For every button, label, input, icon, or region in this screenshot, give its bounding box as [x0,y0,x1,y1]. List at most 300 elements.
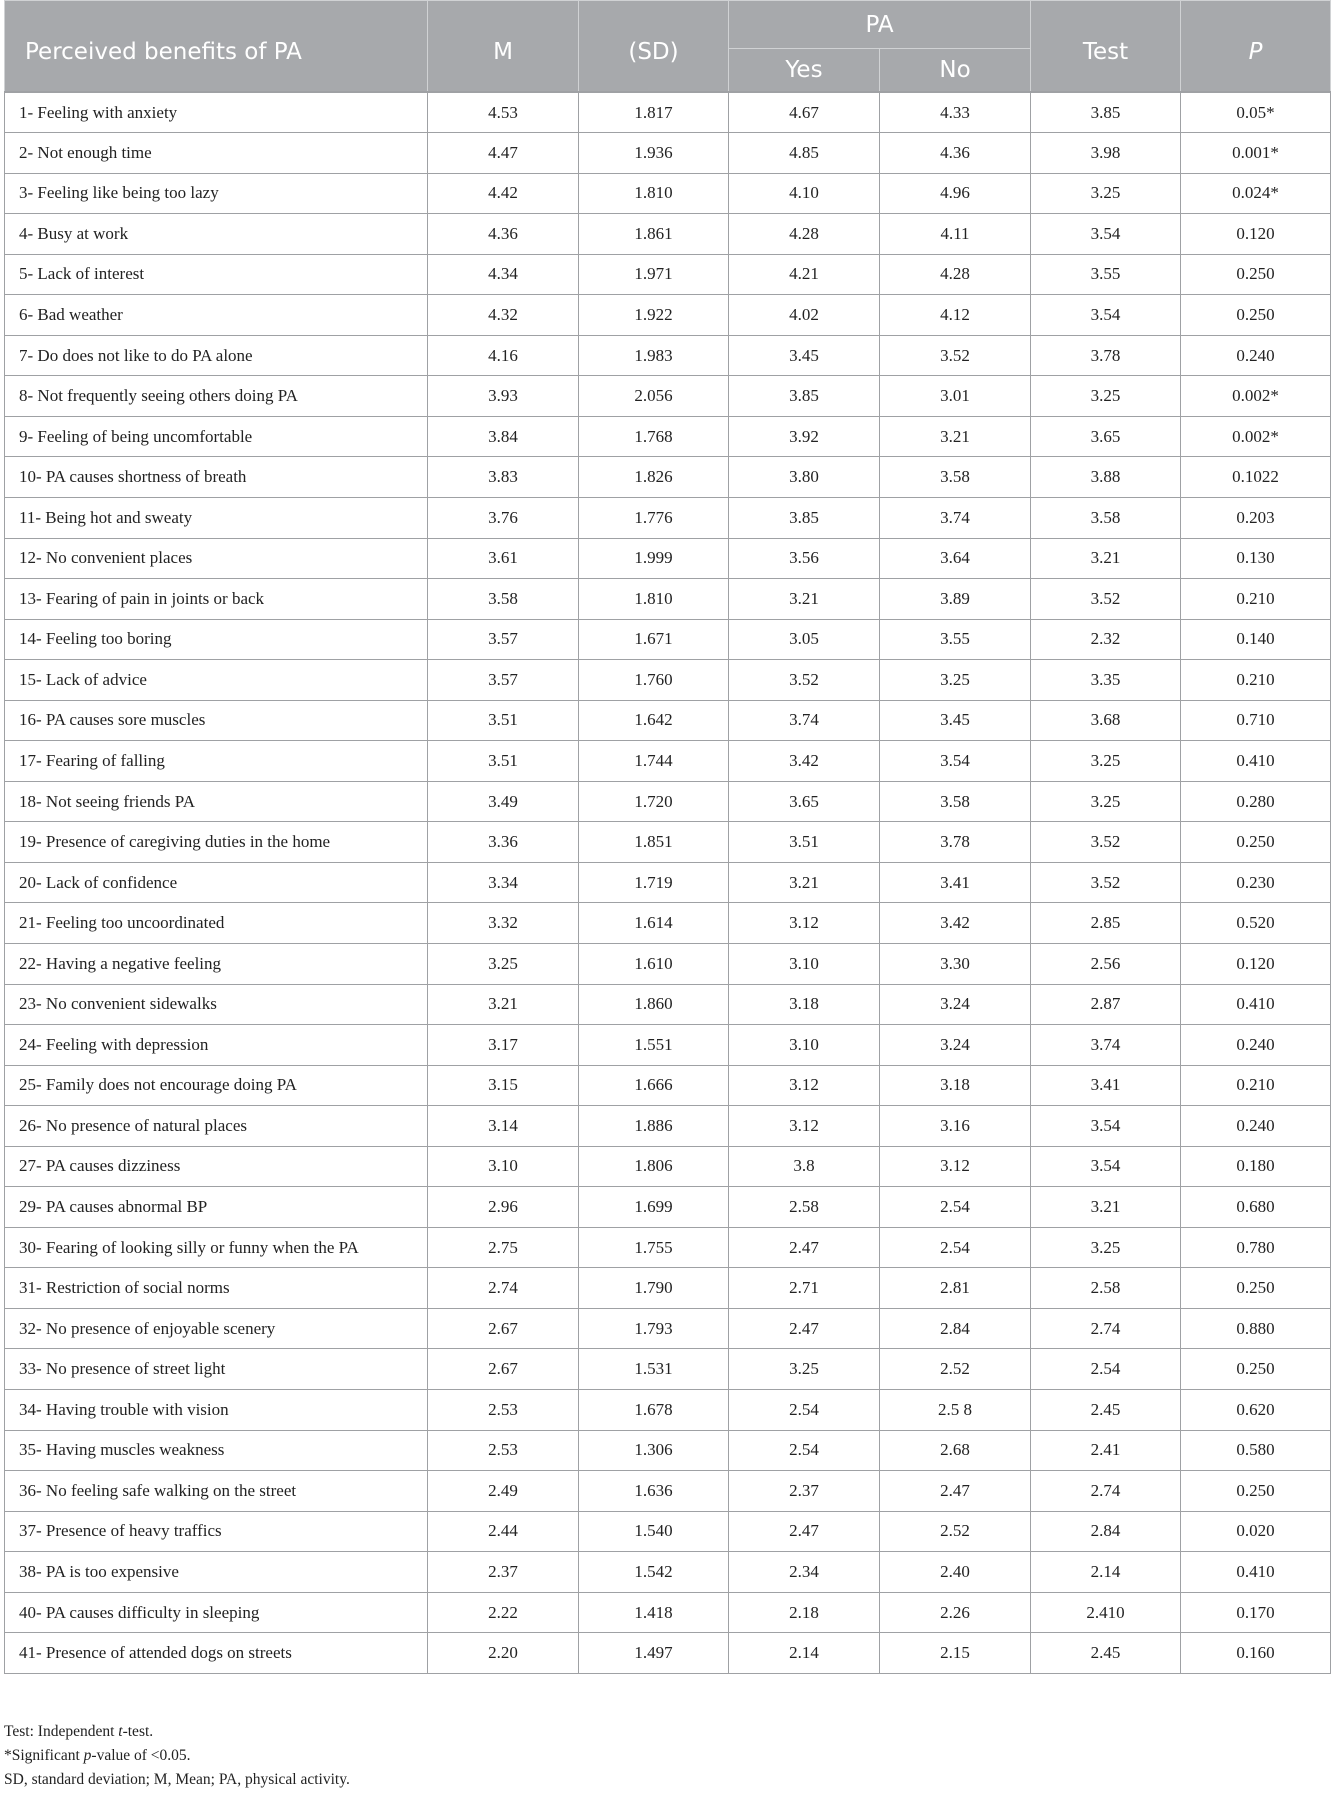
row-label: 31- Restriction of social norms [5,1268,428,1309]
cell-test: 2.56 [1031,943,1181,984]
cell-p: 0.240 [1181,1106,1331,1147]
row-label: 8- Not frequently seeing others doing PA [5,376,428,417]
cell-sd: 1.810 [579,173,729,214]
cell-pa-no: 2.15 [880,1633,1031,1674]
cell-p: 0.580 [1181,1430,1331,1471]
row-label: 27- PA causes dizziness [5,1146,428,1187]
cell-p: 0.120 [1181,943,1331,984]
cell-pa-no: 3.25 [880,660,1031,701]
cell-pa-no: 3.45 [880,700,1031,741]
cell-mean: 2.44 [428,1511,579,1552]
cell-sd: 1.719 [579,862,729,903]
cell-pa-no: 4.36 [880,133,1031,174]
cell-pa-yes: 2.71 [729,1268,880,1309]
cell-p: 0.250 [1181,822,1331,863]
cell-p: 0.250 [1181,254,1331,295]
row-label: 41- Presence of attended dogs on streets [5,1633,428,1674]
row-label: 17- Fearing of falling [5,741,428,782]
table-row [5,1471,1331,1512]
cell-pa-yes: 3.74 [729,700,880,741]
row-label: 2- Not enough time [5,133,428,174]
cell-test: 3.88 [1031,457,1181,498]
cell-sd: 1.971 [579,254,729,295]
header-p: P [1181,1,1331,93]
table-row [5,1187,1331,1228]
header-yes: Yes [729,49,880,93]
row-label: 7- Do does not like to do PA alone [5,335,428,376]
table-row [5,619,1331,660]
table-row [5,416,1331,457]
cell-pa-yes: 2.18 [729,1592,880,1633]
header-test: Test [1031,1,1181,93]
table-row [5,700,1331,741]
row-label: 16- PA causes sore muscles [5,700,428,741]
cell-mean: 2.53 [428,1430,579,1471]
cell-pa-yes: 3.18 [729,984,880,1025]
cell-mean: 3.34 [428,862,579,903]
row-label: 23- No convenient sidewalks [5,984,428,1025]
table-row [5,1106,1331,1147]
row-label: 9- Feeling of being uncomfortable [5,416,428,457]
cell-sd: 1.860 [579,984,729,1025]
cell-mean: 3.93 [428,376,579,417]
cell-test: 3.85 [1031,92,1181,133]
cell-test: 3.41 [1031,1065,1181,1106]
cell-sd: 2.056 [579,376,729,417]
cell-sd: 1.540 [579,1511,729,1552]
cell-test: 3.54 [1031,1146,1181,1187]
cell-mean: 3.25 [428,943,579,984]
cell-pa-yes: 4.10 [729,173,880,214]
row-label: 15- Lack of advice [5,660,428,701]
cell-pa-no: 3.42 [880,903,1031,944]
cell-p: 0.280 [1181,781,1331,822]
table-row [5,862,1331,903]
cell-test: 2.84 [1031,1511,1181,1552]
cell-pa-no: 4.12 [880,295,1031,336]
cell-pa-yes: 3.12 [729,1106,880,1147]
row-label: 30- Fearing of looking silly or funny when the PA [5,1227,428,1268]
cell-sd: 1.551 [579,1025,729,1066]
table-row [5,1146,1331,1187]
cell-p: 0.710 [1181,700,1331,741]
cell-pa-no: 3.24 [880,1025,1031,1066]
cell-pa-no: 3.18 [880,1065,1031,1106]
cell-pa-yes: 4.28 [729,214,880,255]
cell-mean: 2.96 [428,1187,579,1228]
cell-mean: 3.49 [428,781,579,822]
row-label: 18- Not seeing friends PA [5,781,428,822]
cell-p: 0.880 [1181,1308,1331,1349]
header-sd: (SD) [579,1,729,93]
cell-test: 3.52 [1031,862,1181,903]
cell-test: 3.55 [1031,254,1181,295]
cell-sd: 1.936 [579,133,729,174]
header-mean: M [428,1,579,93]
cell-pa-yes: 3.85 [729,376,880,417]
cell-pa-no: 2.47 [880,1471,1031,1512]
cell-sd: 1.922 [579,295,729,336]
row-label: 22- Having a negative feeling [5,943,428,984]
cell-sd: 1.983 [579,335,729,376]
cell-test: 3.25 [1031,781,1181,822]
cell-sd: 1.542 [579,1552,729,1593]
cell-pa-no: 3.52 [880,335,1031,376]
cell-sd: 1.755 [579,1227,729,1268]
cell-test: 3.25 [1031,173,1181,214]
cell-pa-no: 2.54 [880,1227,1031,1268]
cell-mean: 3.61 [428,538,579,579]
cell-test: 3.21 [1031,538,1181,579]
cell-p: 0.160 [1181,1633,1331,1674]
cell-pa-yes: 2.54 [729,1390,880,1431]
cell-pa-yes: 3.56 [729,538,880,579]
cell-mean: 2.67 [428,1349,579,1390]
cell-mean: 3.10 [428,1146,579,1187]
cell-pa-no: 2.84 [880,1308,1031,1349]
cell-p: 0.240 [1181,1025,1331,1066]
cell-mean: 3.14 [428,1106,579,1147]
table-row [5,781,1331,822]
cell-mean: 3.36 [428,822,579,863]
row-label: 38- PA is too expensive [5,1552,428,1593]
row-label: 37- Presence of heavy traffics [5,1511,428,1552]
cell-pa-yes: 3.12 [729,903,880,944]
cell-test: 2.410 [1031,1592,1181,1633]
cell-sd: 1.744 [579,741,729,782]
cell-p: 0.410 [1181,741,1331,782]
cell-pa-yes: 4.85 [729,133,880,174]
cell-sd: 1.671 [579,619,729,660]
cell-mean: 2.74 [428,1268,579,1309]
cell-sd: 1.720 [579,781,729,822]
cell-p: 0.240 [1181,335,1331,376]
footnote-abbreviations: SD, standard deviation; M, Mean; PA, physical activity. [4,1771,350,1788]
cell-test: 2.85 [1031,903,1181,944]
cell-pa-no: 3.01 [880,376,1031,417]
cell-pa-no: 2.26 [880,1592,1031,1633]
row-label: 35- Having muscles weakness [5,1430,428,1471]
table-row [5,457,1331,498]
cell-pa-no: 3.21 [880,416,1031,457]
table-row [5,1430,1331,1471]
cell-pa-no: 3.30 [880,943,1031,984]
cell-pa-yes: 3.52 [729,660,880,701]
cell-p: 0.170 [1181,1592,1331,1633]
table-row [5,1065,1331,1106]
cell-p: 0.250 [1181,295,1331,336]
table-row [5,376,1331,417]
cell-sd: 1.497 [579,1633,729,1674]
cell-test: 2.14 [1031,1552,1181,1593]
table-row [5,1552,1331,1593]
cell-p: 0.203 [1181,497,1331,538]
cell-pa-no: 3.54 [880,741,1031,782]
cell-test: 3.54 [1031,295,1181,336]
cell-p: 0.250 [1181,1268,1331,1309]
cell-mean: 4.47 [428,133,579,174]
table-row [5,497,1331,538]
cell-test: 3.54 [1031,1106,1181,1147]
cell-pa-no: 3.78 [880,822,1031,863]
cell-test: 3.54 [1031,214,1181,255]
table-row [5,538,1331,579]
cell-pa-no: 4.28 [880,254,1031,295]
table-row [5,822,1331,863]
cell-pa-yes: 3.8 [729,1146,880,1187]
cell-sd: 1.760 [579,660,729,701]
row-label: 4- Busy at work [5,214,428,255]
cell-test: 3.25 [1031,741,1181,782]
cell-pa-yes: 3.10 [729,1025,880,1066]
cell-pa-no: 2.5 8 [880,1390,1031,1431]
cell-pa-yes: 4.21 [729,254,880,295]
cell-pa-no: 2.54 [880,1187,1031,1228]
cell-pa-yes: 3.05 [729,619,880,660]
header-pa: PA [729,1,1031,49]
cell-pa-no: 3.41 [880,862,1031,903]
cell-pa-yes: 2.58 [729,1187,880,1228]
cell-pa-no: 2.52 [880,1349,1031,1390]
cell-pa-no: 3.16 [880,1106,1031,1147]
cell-test: 2.45 [1031,1633,1181,1674]
cell-sd: 1.418 [579,1592,729,1633]
cell-p: 0.140 [1181,619,1331,660]
cell-test: 2.74 [1031,1308,1181,1349]
cell-pa-no: 2.40 [880,1552,1031,1593]
cell-test: 3.25 [1031,376,1181,417]
table-row [5,903,1331,944]
table-row [5,1511,1331,1552]
table-row [5,984,1331,1025]
cell-pa-yes: 3.85 [729,497,880,538]
row-label: 6- Bad weather [5,295,428,336]
table-header [5,1,1331,93]
cell-sd: 1.666 [579,1065,729,1106]
row-label: 5- Lack of interest [5,254,428,295]
cell-p: 0.05* [1181,92,1331,133]
table-row [5,92,1331,133]
cell-mean: 4.32 [428,295,579,336]
cell-pa-yes: 3.21 [729,862,880,903]
cell-pa-no: 2.81 [880,1268,1031,1309]
table-row [5,173,1331,214]
cell-pa-no: 3.24 [880,984,1031,1025]
cell-test: 3.35 [1031,660,1181,701]
cell-mean: 3.15 [428,1065,579,1106]
cell-pa-yes: 2.14 [729,1633,880,1674]
row-label: 11- Being hot and sweaty [5,497,428,538]
cell-p: 0.520 [1181,903,1331,944]
cell-pa-no: 4.11 [880,214,1031,255]
cell-mean: 3.84 [428,416,579,457]
cell-test: 3.68 [1031,700,1181,741]
row-label: 36- No feeling safe walking on the street [5,1471,428,1512]
cell-mean: 3.57 [428,660,579,701]
cell-sd: 1.826 [579,457,729,498]
table-row [5,214,1331,255]
cell-pa-no: 3.89 [880,579,1031,620]
cell-mean: 4.36 [428,214,579,255]
cell-mean: 2.53 [428,1390,579,1431]
cell-sd: 1.699 [579,1187,729,1228]
cell-mean: 4.34 [428,254,579,295]
cell-test: 2.74 [1031,1471,1181,1512]
cell-mean: 3.51 [428,700,579,741]
cell-p: 0.120 [1181,214,1331,255]
cell-p: 0.130 [1181,538,1331,579]
cell-pa-no: 2.52 [880,1511,1031,1552]
table-row [5,741,1331,782]
cell-test: 3.98 [1031,133,1181,174]
row-label: 13- Fearing of pain in joints or back [5,579,428,620]
cell-pa-yes: 3.51 [729,822,880,863]
cell-test: 3.78 [1031,335,1181,376]
cell-p: 0.210 [1181,1065,1331,1106]
table-row [5,1227,1331,1268]
cell-p: 0.410 [1181,1552,1331,1593]
row-label: 14- Feeling too boring [5,619,428,660]
table-row [5,1025,1331,1066]
footnote-test: Test: Independent t-test. [4,1723,154,1740]
row-label: 3- Feeling like being too lazy [5,173,428,214]
row-label: 40- PA causes difficulty in sleeping [5,1592,428,1633]
cell-p: 0.002* [1181,376,1331,417]
table-body [5,92,1331,1673]
table-row [5,1308,1331,1349]
table-row [5,295,1331,336]
row-label: 1- Feeling with anxiety [5,92,428,133]
row-label: 29- PA causes abnormal BP [5,1187,428,1228]
row-label: 25- Family does not encourage doing PA [5,1065,428,1106]
cell-pa-yes: 3.80 [729,457,880,498]
cell-sd: 1.793 [579,1308,729,1349]
cell-pa-yes: 3.45 [729,335,880,376]
cell-mean: 3.32 [428,903,579,944]
cell-sd: 1.851 [579,822,729,863]
cell-p: 0.620 [1181,1390,1331,1431]
cell-p: 0.230 [1181,862,1331,903]
cell-mean: 3.58 [428,579,579,620]
table-row [5,1633,1331,1674]
cell-p: 0.210 [1181,579,1331,620]
row-label: 21- Feeling too uncoordinated [5,903,428,944]
cell-p: 0.002* [1181,416,1331,457]
row-label: 32- No presence of enjoyable scenery [5,1308,428,1349]
cell-pa-yes: 2.47 [729,1227,880,1268]
cell-sd: 1.999 [579,538,729,579]
table-row [5,1349,1331,1390]
cell-test: 3.52 [1031,822,1181,863]
header-no: No [880,49,1031,93]
cell-p: 0.210 [1181,660,1331,701]
cell-pa-yes: 3.42 [729,741,880,782]
cell-sd: 1.636 [579,1471,729,1512]
table-container [4,0,1330,1674]
cell-p: 0.780 [1181,1227,1331,1268]
cell-pa-no: 2.68 [880,1430,1031,1471]
cell-mean: 3.21 [428,984,579,1025]
row-label: 20- Lack of confidence [5,862,428,903]
cell-p: 0.250 [1181,1471,1331,1512]
cell-p: 0.180 [1181,1146,1331,1187]
cell-pa-no: 3.64 [880,538,1031,579]
cell-mean: 2.20 [428,1633,579,1674]
cell-test: 2.45 [1031,1390,1181,1431]
header-label: Perceived benefits of PA [5,1,428,93]
cell-sd: 1.531 [579,1349,729,1390]
cell-p: 0.1022 [1181,457,1331,498]
table-row [5,254,1331,295]
cell-pa-no: 4.96 [880,173,1031,214]
cell-test: 2.58 [1031,1268,1181,1309]
cell-pa-yes: 2.54 [729,1430,880,1471]
cell-sd: 1.817 [579,92,729,133]
cell-pa-yes: 4.02 [729,295,880,336]
table-row [5,133,1331,174]
cell-pa-yes: 2.47 [729,1308,880,1349]
row-label: 12- No convenient places [5,538,428,579]
cell-mean: 2.49 [428,1471,579,1512]
cell-pa-no: 3.74 [880,497,1031,538]
cell-test: 3.52 [1031,579,1181,620]
cell-test: 3.21 [1031,1187,1181,1228]
cell-pa-no: 3.58 [880,457,1031,498]
cell-p: 0.024* [1181,173,1331,214]
cell-mean: 4.42 [428,173,579,214]
cell-test: 2.54 [1031,1349,1181,1390]
row-label: 26- No presence of natural places [5,1106,428,1147]
cell-sd: 1.810 [579,579,729,620]
cell-sd: 1.614 [579,903,729,944]
cell-pa-no: 3.12 [880,1146,1031,1187]
cell-test: 2.87 [1031,984,1181,1025]
cell-pa-yes: 3.25 [729,1349,880,1390]
table-row [5,1390,1331,1431]
cell-sd: 1.768 [579,416,729,457]
table-row [5,660,1331,701]
cell-test: 3.74 [1031,1025,1181,1066]
cell-pa-yes: 2.34 [729,1552,880,1593]
cell-pa-no: 3.55 [880,619,1031,660]
cell-mean: 2.22 [428,1592,579,1633]
cell-pa-yes: 2.37 [729,1471,880,1512]
cell-test: 2.32 [1031,619,1181,660]
cell-sd: 1.776 [579,497,729,538]
cell-sd: 1.306 [579,1430,729,1471]
cell-sd: 1.806 [579,1146,729,1187]
cell-pa-yes: 3.12 [729,1065,880,1106]
cell-pa-yes: 4.67 [729,92,880,133]
cell-mean: 2.75 [428,1227,579,1268]
cell-mean: 3.76 [428,497,579,538]
table-row [5,579,1331,620]
cell-p: 0.410 [1181,984,1331,1025]
cell-test: 3.25 [1031,1227,1181,1268]
row-label: 10- PA causes shortness of breath [5,457,428,498]
cell-mean: 2.37 [428,1552,579,1593]
table-row [5,1592,1331,1633]
cell-pa-yes: 3.10 [729,943,880,984]
cell-pa-yes: 2.47 [729,1511,880,1552]
cell-pa-yes: 3.21 [729,579,880,620]
row-label: 33- No presence of street light [5,1349,428,1390]
table-row [5,335,1331,376]
cell-sd: 1.790 [579,1268,729,1309]
cell-mean: 3.83 [428,457,579,498]
cell-p: 0.250 [1181,1349,1331,1390]
cell-p: 0.680 [1181,1187,1331,1228]
